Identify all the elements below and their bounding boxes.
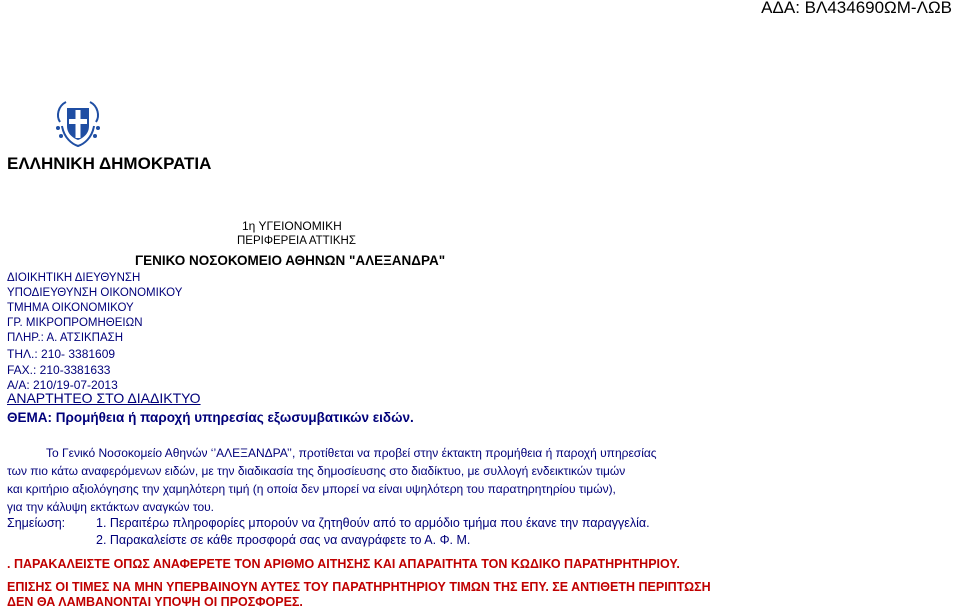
health-region-line1: 1η ΥΓΕΙΟΝΟΜΙΚΗ [242,219,342,233]
body-line-2: των πιο κάτω αναφερόμενων ειδών, με την διαδικασία της δημοσίευσης στο διαδίκτυο, με συλλογή ενδεικτικών τιμών [7,464,626,478]
hospital-name: ΓΕΝΙΚΟ ΝΟΣΟΚΟΜΕΙΟ ΑΘΗΝΩΝ "ΑΛΕΞΑΝΔΡΑ" [135,253,446,268]
note-item-2: 2. Παρακαλείστε σε κάθε προσφορά σας να αναγράφετε το Α. Φ. Μ. [96,533,471,547]
posted-online-heading: ΑΝΑΡΤΗΤΕΟ ΣΤΟ ΔΙΑΔΙΚΤΥΟ [7,390,201,406]
dept-line-phone: ΤΗΛ.: 210- 3381609 [7,347,116,361]
dept-line-reference: Α/Α: 210/19-07-2013 [7,378,118,392]
warning-line-3: ΔΕΝ ΘΑ ΛΑΜΒΑΝΟΝΤΑΙ ΥΠΟΨΗ ΟΙ ΠΡΟΣΦΟΡΕΣ. [7,595,303,609]
warning-line-1: . ΠΑΡΑΚΑΛΕΙΣΤΕ ΟΠΩΣ ΑΝΑΦΕΡΕΤΕ ΤΟΝ ΑΡΙΘΜΟ ΑΙΤΗΣΗΣ ΚΑΙ ΑΠΑΡΑΙΤΗΤΑ ΤΟΝ ΚΩΔΙΚΟ ΠΑΡΑΤΗΡΗΤΗΡΙΟΥ. [7,557,680,571]
greek-coat-of-arms-icon [52,96,104,148]
note-label: Σημείωση: [7,516,66,530]
body-line-4: για την κάλυψη εκτάκτων αναγκών του. [7,500,215,514]
note-text-1: 1. Περαιτέρω πληροφορίες μπορούν να ζητηθούν από το αρμόδιο τμήμα που έκανε την παραγγελία. [96,516,650,530]
warning-line-2: ΕΠΙΣΗΣ ΟΙ ΤΙΜΕΣ ΝΑ ΜΗΝ ΥΠΕΡΒΑΙΝΟΥΝ ΑΥΤΕΣ ΤΟΥ ΠΑΡΑΤΗΡΗΤΗΡΙΟΥ ΤΙΜΩΝ ΤΗΣ ΕΠΥ. ΣΕ ΑΝΤΙΘΕΤΗ ΠΕΡΙΠΤΩΣΗ [7,580,711,594]
dept-line-administration: ΔΙΟΙΚΗΤΙΚΗ ΔΙΕΥΘΥΝΣΗ [7,272,141,284]
dept-line-fax: FAX.: 210-3381633 [7,363,111,377]
note-item-1 [7,516,650,530]
dept-line-contact: ΠΛΗΡ.: Α. ΑΤΣΙΚΠΑΣΗ [7,332,124,344]
subject-line: ΘΕΜΑ: Προμήθεια ή παροχή υπηρεσίας εξωσυμβατικών ειδών. [7,410,414,425]
body-line-3: και κριτήριο αξιολόγησης την χαμηλότερη τιμή (η οποία δεν μπορεί να είναι υψηλότερη του παρατηρητηρίου τιμών), [7,482,616,496]
body-line-1: Το Γενικό Νοσοκομείο Αθηνών ‘’ΑΛΕΞΑΝΔΡΑ’’, προτίθεται να προβεί στην έκτακτη προμήθεια ή παροχή υπηρεσίας [46,446,657,460]
dept-line-office: ΓΡ. ΜΙΚΡΟΠΡΟΜΗΘΕΙΩΝ [7,317,143,329]
republic-heading: ΕΛΛΗΝΙΚΗ ΔΗΜΟΚΡΑΤΙΑ [7,154,212,173]
health-region-line2: ΠΕΡΙΦΕΡΕΙΑ ΑΤΤΙΚΗΣ [237,235,356,247]
dept-line-subdirectorate: ΥΠΟΔΙΕΥΘΥΝΣΗ ΟΙΚΟΝΟΜΙΚΟΥ [7,287,183,299]
ada-code: ΑΔΑ: ΒΛ434690ΩΜ-ΛΩΒ [761,0,952,17]
dept-line-finance: ΤΜΗΜΑ ΟΙΚΟΝΟΜΙΚΟΥ [7,302,134,314]
